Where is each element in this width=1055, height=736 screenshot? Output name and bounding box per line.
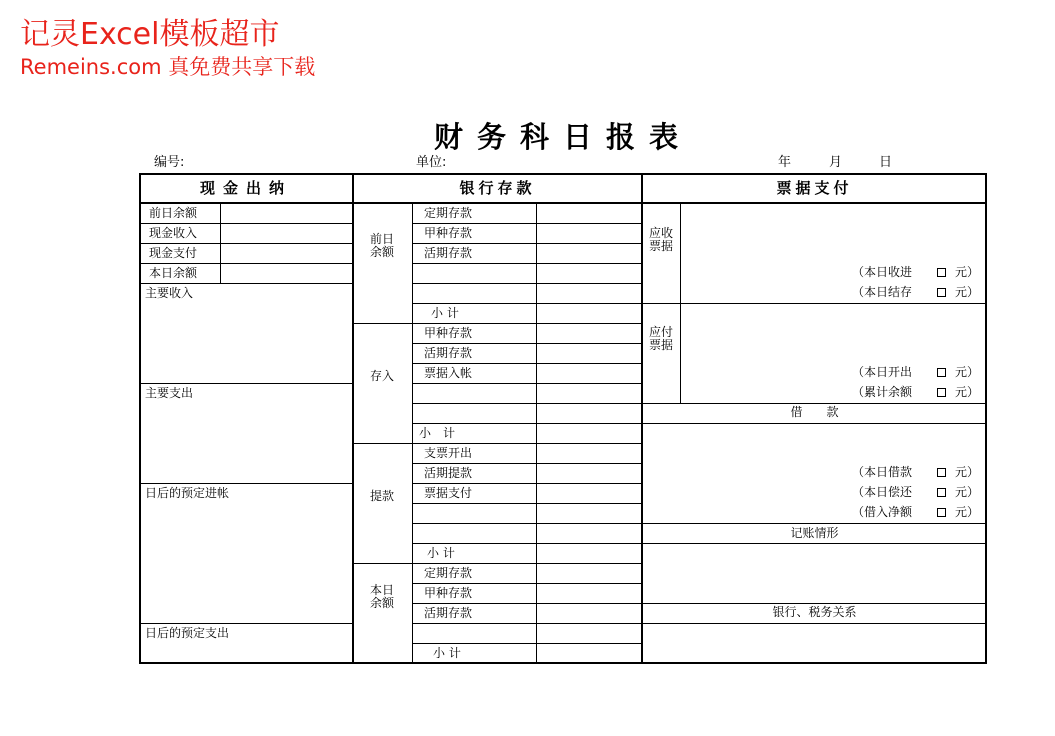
bank-group-label: 提款 — [369, 489, 394, 503]
bank-group-label: 前日余额 — [369, 232, 394, 259]
cash-row-label: 前日余额 — [149, 206, 198, 220]
annotation-label: （累计余额 — [852, 385, 913, 399]
number-label: 编号: — [154, 155, 185, 170]
bank-item: 活期提款 — [424, 466, 473, 480]
annotation-unit: 元） — [955, 265, 980, 279]
checkbox-square — [937, 488, 946, 497]
bank-item: 活期存款 — [424, 246, 473, 260]
annotation-label: （本日借款 — [852, 465, 913, 479]
bank-item: 票据入帐 — [424, 366, 473, 380]
cash-section-label: 日后的预定支出 — [145, 626, 230, 640]
cash-row-label: 现金支付 — [149, 246, 198, 260]
annotation-label: （本日开出 — [852, 365, 913, 379]
bank-item: 甲种存款 — [424, 326, 473, 340]
receivable-label: 应收票据 — [648, 226, 673, 253]
watermark-title: 记灵Excel模板超市 — [20, 17, 280, 52]
bank-item: 甲种存款 — [424, 586, 473, 600]
annotation-label: （本日偿还 — [852, 485, 913, 499]
annotation-label: （借入净额 — [852, 505, 913, 519]
bank-item: 定期存款 — [424, 566, 473, 580]
checkbox-square — [937, 288, 946, 297]
cash-section-label: 主要收入 — [145, 286, 194, 300]
bank-item: 活期存款 — [424, 346, 473, 360]
year-label: 年 — [778, 155, 792, 170]
bank-item: 甲种存款 — [424, 226, 473, 240]
bank-group-label: 本日余额 — [369, 583, 394, 610]
loan-header: 借 款 — [790, 405, 839, 419]
bank-subtotal: 小 计 — [427, 546, 455, 560]
cash-section-label: 主要支出 — [145, 386, 194, 400]
report-table — [139, 173, 987, 664]
checkbox-square — [937, 388, 946, 397]
cash-header: 现金出纳 — [199, 179, 292, 197]
annotation-label: （本日结存 — [852, 285, 913, 299]
bank-group-label: 存入 — [369, 369, 394, 383]
relations-header: 银行、税务关系 — [772, 605, 857, 619]
bills-header: 票据支付 — [776, 179, 853, 197]
bank-item: 支票开出 — [424, 446, 473, 460]
checkbox-square — [937, 508, 946, 517]
bank-subtotal: 小 计 — [431, 306, 459, 320]
payable-label: 应付票据 — [648, 325, 673, 352]
cash-section-label: 日后的预定进帐 — [145, 486, 230, 500]
bank-subtotal: 小 计 — [433, 646, 461, 660]
watermark-subtitle: Remeins.com 真免费共享下载 — [20, 55, 316, 79]
annotation-unit: 元） — [955, 365, 980, 379]
month-label: 月 — [829, 155, 843, 170]
cash-row-label: 现金收入 — [149, 226, 198, 240]
checkbox-square — [937, 468, 946, 477]
annotation-unit: 元） — [955, 285, 980, 299]
annotation-unit: 元） — [955, 505, 980, 519]
bank-item: 票据支付 — [424, 486, 473, 500]
cash-row-label: 本日余额 — [149, 266, 198, 280]
checkbox-square — [937, 368, 946, 377]
bank-header: 银行存款 — [459, 179, 536, 197]
bank-item: 定期存款 — [424, 206, 473, 220]
annotation-unit: 元） — [955, 385, 980, 399]
bank-subtotal: 小 计 — [419, 426, 456, 440]
annotation-unit: 元） — [955, 465, 980, 479]
unit-label: 单位: — [416, 155, 447, 170]
annotation-unit: 元） — [955, 485, 980, 499]
day-label: 日 — [879, 155, 893, 170]
bookkeeping-header: 记账情形 — [790, 526, 839, 540]
annotation-label: （本日收进 — [852, 265, 913, 279]
bank-item: 活期存款 — [424, 606, 473, 620]
checkbox-square — [937, 268, 946, 277]
report-title: 财务科日报表 — [433, 120, 692, 154]
